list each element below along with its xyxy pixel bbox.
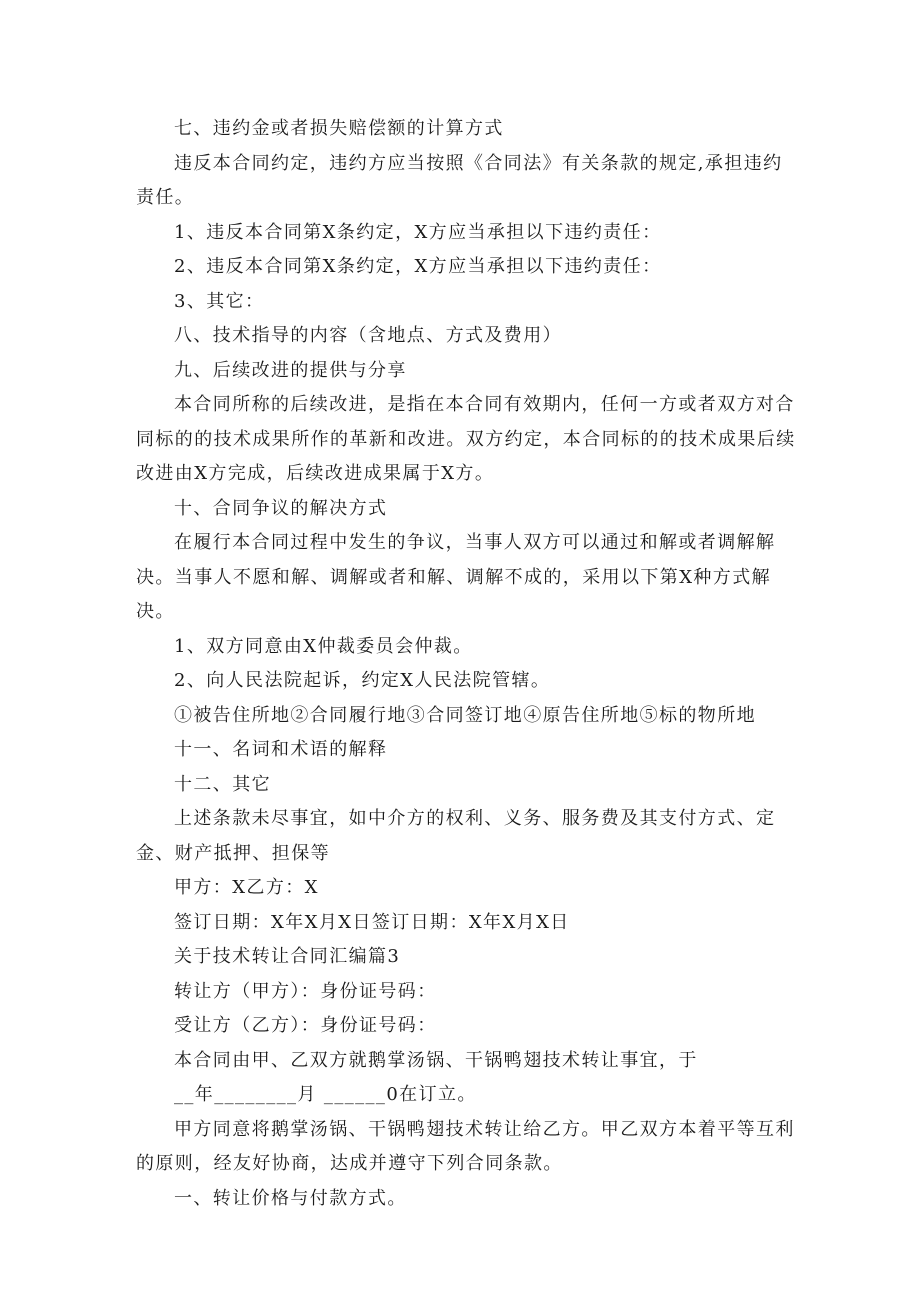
list-item: 2、违反本合同第X条约定，X方应当承担以下违约责任： xyxy=(174,256,662,277)
paragraph: 本合同由甲、乙双方就鹅掌汤锅、干锅鸭翅技术转让事宜，于 xyxy=(174,1049,698,1071)
section-heading-7: 七、违约金或者损失赔偿额的计算方式 xyxy=(174,118,504,139)
paragraph: 在履行本合同过程中发生的争议，当事人双方可以通过和解或者调解解决。当事人不愿和解、调解或者和解、调解不成的，采用以下第X种方式解决。 xyxy=(136,532,776,622)
section-heading-8: 八、技术指导的内容（含地点、方式及费用） xyxy=(174,325,562,346)
party-line: 甲方：X乙方：X xyxy=(174,877,319,898)
transferee-line: 受让方（乙方）：身份证号码： xyxy=(174,1015,437,1036)
list-item: 2、向人民法院起诉，约定X人民法院管辖。 xyxy=(174,670,551,691)
options-line: ①被告住所地②合同履行地③合同签订地④原告住所地⑤标的物所地 xyxy=(174,704,756,726)
section-heading-12: 十二、其它 xyxy=(174,773,271,795)
paragraph: 违反本合同约定，违约方应当按照《合同法》有关条款的规定,承担违约责任。 xyxy=(136,152,783,208)
paragraph: 甲方同意将鹅掌汤锅、干锅鸭翅技术转让给乙方。甲乙双方本着平等互利的原则，经友好协商，达成并遵守下列合同条款。 xyxy=(136,1118,795,1174)
document-body xyxy=(136,112,796,1216)
date-blank-line: __年________月 ______0在订立。 xyxy=(174,1084,477,1105)
signing-date-line: 签订日期：X年X月X日签订日期：X年X月X日 xyxy=(174,911,570,933)
section-heading-9: 九、后续改进的提供与分享 xyxy=(174,359,407,381)
section-heading-10: 十、合同争议的解决方式 xyxy=(174,497,388,519)
section-heading-11: 十一、名词和术语的解释 xyxy=(174,739,388,760)
transferor-line: 转让方（甲方）：身份证号码： xyxy=(174,980,437,1002)
paragraph: 上述条款未尽事宜，如中介方的权利、义务、服务费及其支付方式、定金、财产抵押、担保等 xyxy=(136,808,776,864)
document-section-title: 关于技术转让合同汇编篇3 xyxy=(174,946,401,967)
paragraph: 本合同所称的后续改进，是指在本合同有效期内，任何一方或者双方对合同标的的技术成果所作的革新和改进。双方约定，本合同标的的技术成果后续改进由X方完成，后续改进成果属于X方。 xyxy=(136,394,796,484)
list-item: 3、其它： xyxy=(174,290,265,312)
section-heading-1: 一、转让价格与付款方式。 xyxy=(174,1187,407,1209)
list-item: 1、双方同意由X仲裁委员会仲裁。 xyxy=(174,635,473,657)
list-item: 1、违反本合同第X条约定，X方应当承担以下违约责任： xyxy=(174,221,662,243)
